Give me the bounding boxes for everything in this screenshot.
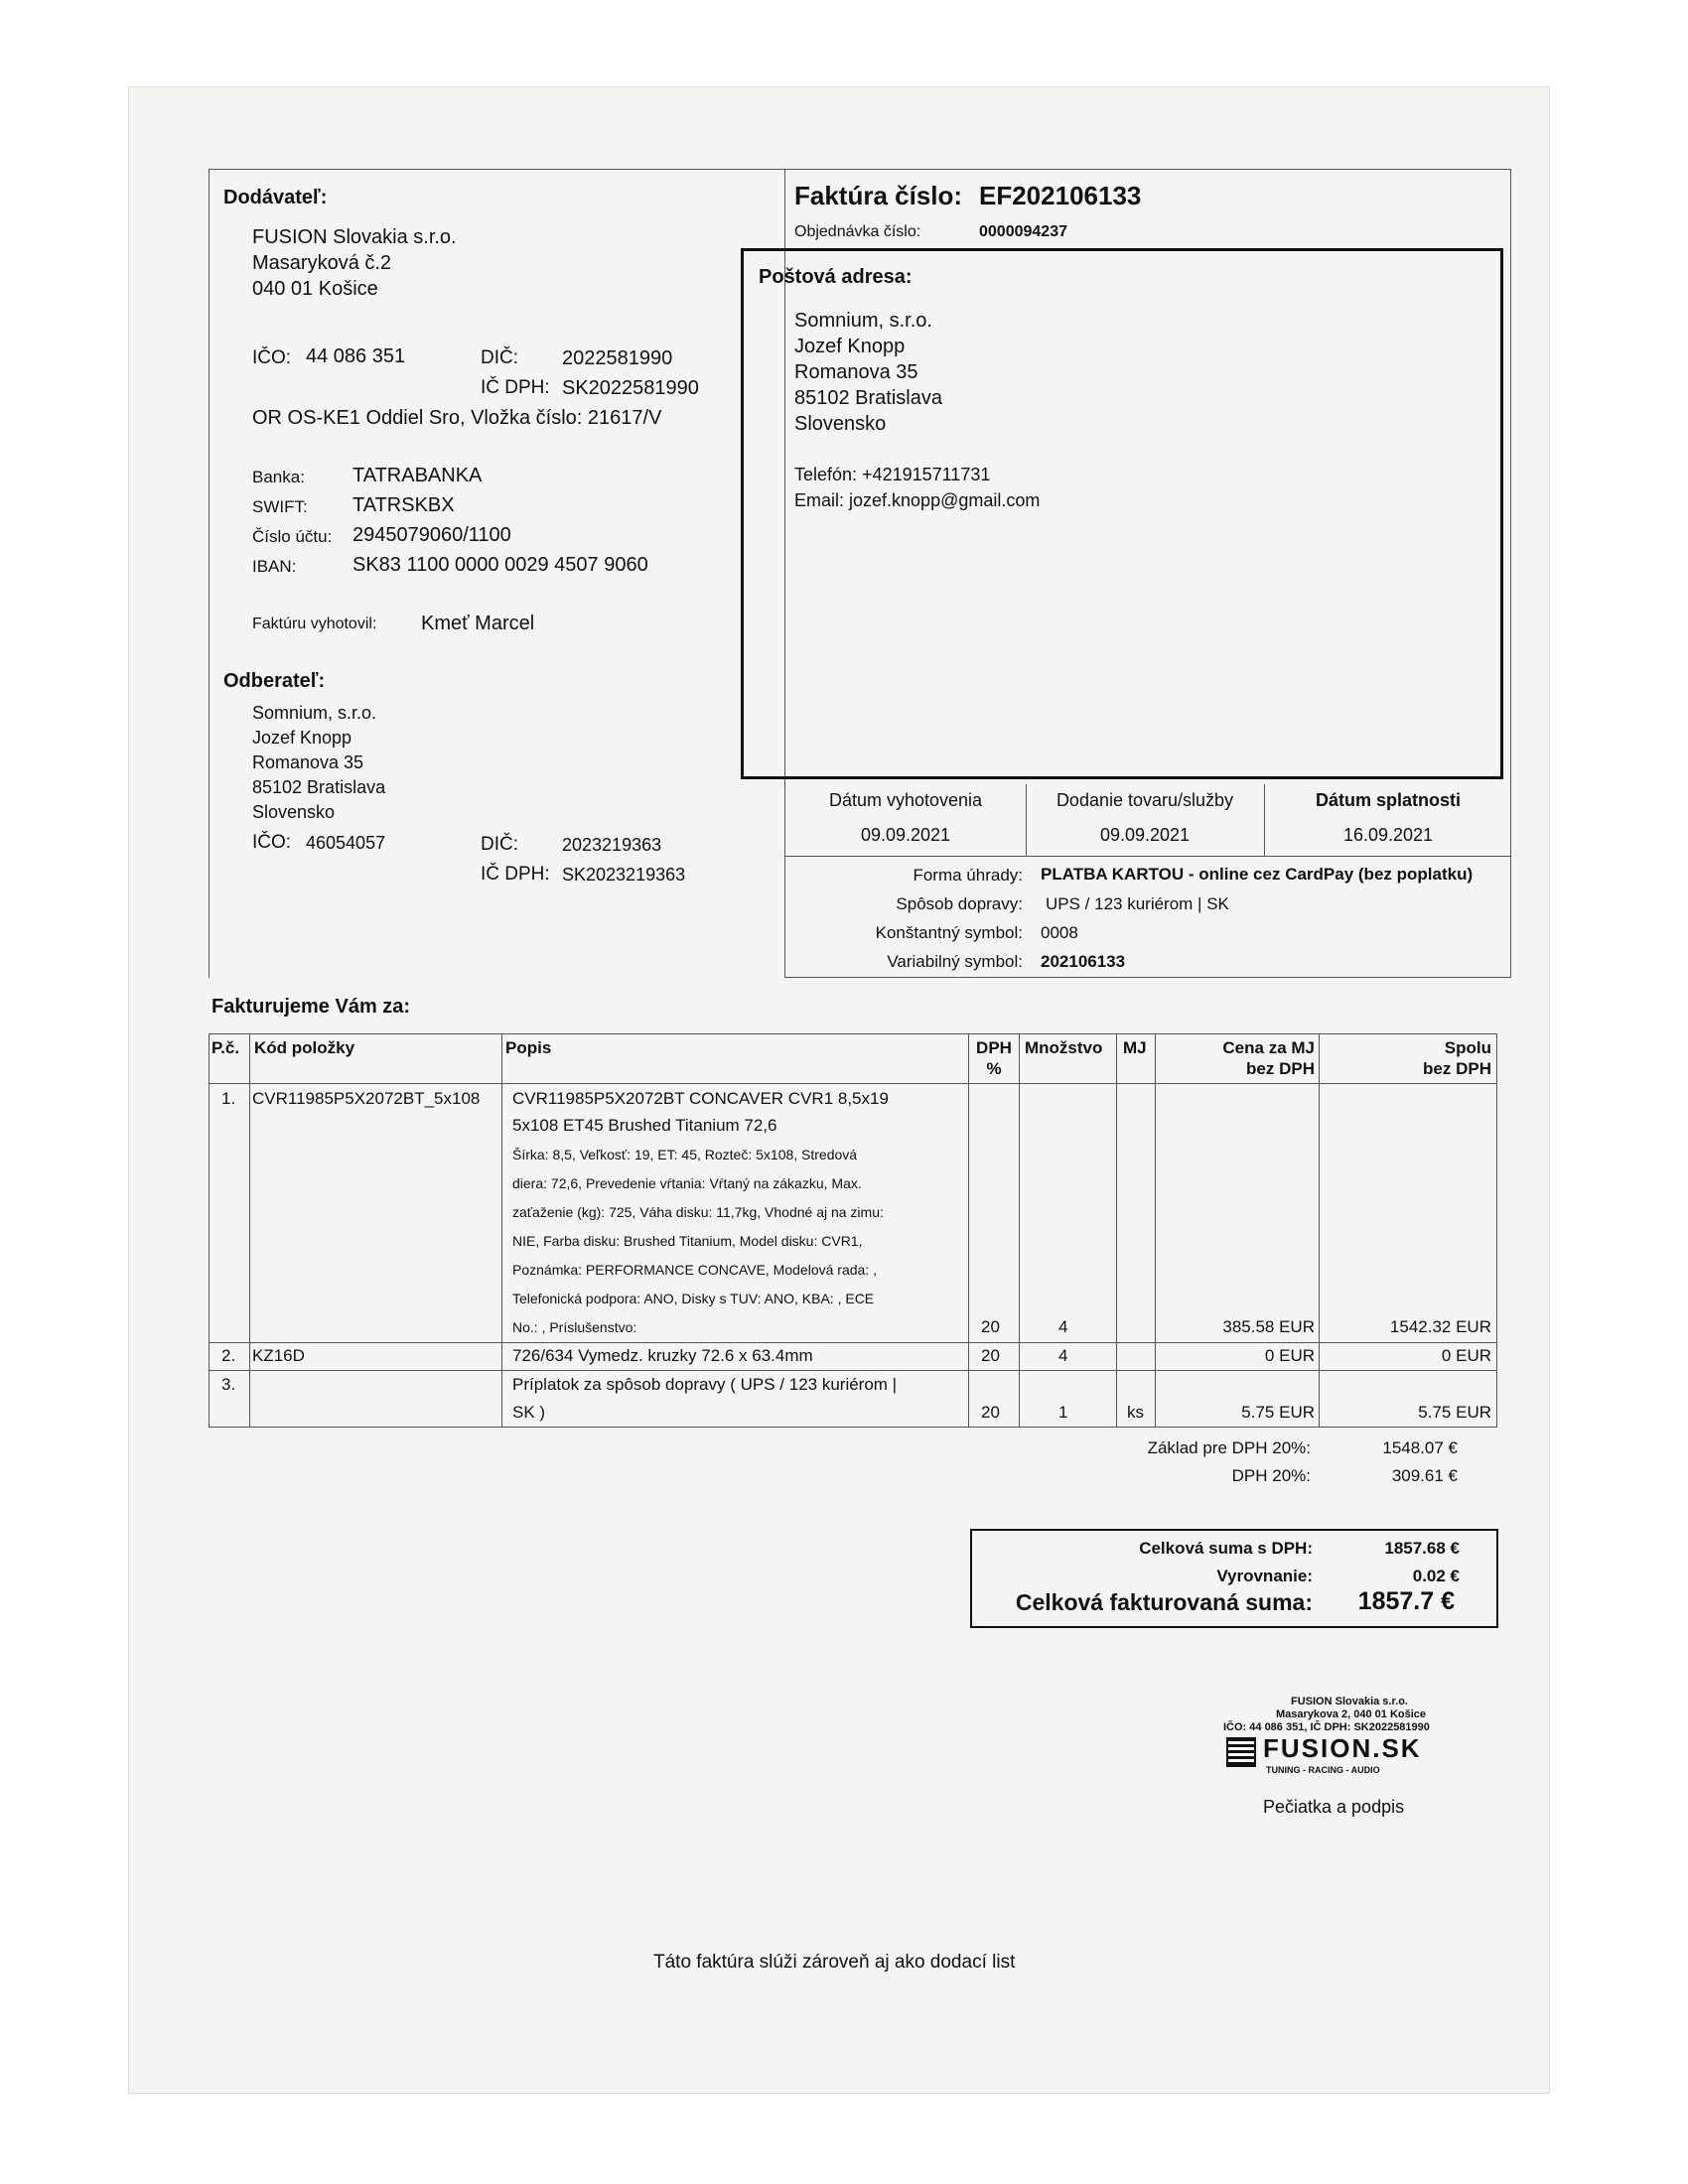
issued-by: Kmeť Marcel (421, 613, 535, 634)
shipping-label: Spôsob dopravy: (896, 894, 1023, 913)
supplier-account-label: Číslo účtu: (252, 527, 333, 546)
postal-phone: Telefón: +421915711731 (794, 465, 991, 484)
postal-line-2: Jozef Knopp (794, 336, 906, 357)
supplier-swift: TATRSKBX (352, 494, 455, 516)
row2-desc-1: 726/634 Vymedz. kruzky 72.6 x 63.4mm (512, 1346, 813, 1365)
dates-sep-1 (1026, 784, 1027, 856)
due-date: 16.09.2021 (1342, 825, 1434, 845)
row3-qty: 1 (1058, 1403, 1068, 1422)
vat-label: DPH 20%: (1231, 1466, 1311, 1485)
supplier-ico-label: IČO: (252, 347, 292, 368)
customer-dic-label: DIČ: (481, 834, 518, 855)
stamp-line-1: FUSION Slovakia s.r.o. (1291, 1696, 1408, 1707)
stamp-logo-icon (1226, 1737, 1256, 1767)
customer-icdph: SK2023219363 (562, 865, 686, 885)
items-heading: Fakturujeme Vám za: (211, 996, 411, 1018)
row3-desc-2: SK ) (512, 1403, 546, 1422)
row1-desc-2: 5x108 ET45 Brushed Titanium 72,6 (512, 1116, 777, 1135)
postal-email: Email: jozef.knopp@gmail.com (794, 490, 1041, 510)
col-code: Kód položky (254, 1038, 355, 1057)
issue-date: 09.09.2021 (860, 825, 951, 845)
row1-total: 1542.32 EUR (1389, 1317, 1491, 1336)
supplier-city: 040 01 Košice (252, 278, 378, 300)
row3-total: 5.75 EUR (1418, 1403, 1491, 1422)
row2-total: 0 EUR (1441, 1346, 1491, 1365)
invoice-number: EF202106133 (979, 181, 1142, 210)
payment-method-label: Forma úhrady: (913, 866, 1023, 885)
row3-no: 3. (221, 1375, 236, 1394)
row1-detail-2: diera: 72,6, Prevedenie vŕtania: Vŕtaný na zákazku, Max. (512, 1175, 862, 1191)
row3-vat: 20 (981, 1403, 1000, 1422)
customer-ico-label: IČO: (252, 832, 292, 853)
row2-code: KZ16D (252, 1346, 305, 1365)
supplier-iban-label: IBAN: (252, 557, 297, 576)
total-vat-label: Celková suma s DPH: (1139, 1539, 1313, 1558)
col-desc: Popis (505, 1038, 552, 1057)
row1-detail-3: zaťaženie (kg): 725, Váha disku: 11,7kg, Vhodné aj na zimu: (512, 1204, 884, 1220)
supplier-name: FUSION Slovakia s.r.o. (252, 226, 457, 248)
var-symbol: 202106133 (1041, 952, 1126, 971)
col-pc: P.č. (211, 1038, 240, 1057)
customer-line-4: 85102 Bratislava (252, 777, 386, 797)
postal-line-4: 85102 Bratislava (794, 387, 942, 409)
order-number: 0000094237 (979, 223, 1067, 240)
postal-heading: Poštová adresa: (759, 266, 913, 288)
supplier-icdph: SK2022581990 (562, 377, 699, 399)
supplier-register: OR OS-KE1 Oddiel Sro, Vložka číslo: 21617/V (252, 407, 662, 429)
row3-unit: ks (1127, 1403, 1144, 1422)
stamp-logo: FUSION.SK (1263, 1733, 1422, 1763)
col-vat-pct: % (986, 1059, 1002, 1078)
row2-qty: 4 (1058, 1346, 1068, 1365)
payment-method: PLATBA KARTOU - online cez CardPay (bez poplatku) (1041, 865, 1474, 884)
const-symbol: 0008 (1041, 923, 1078, 942)
row2-price: 0 EUR (1264, 1346, 1315, 1365)
supplier-swift-label: SWIFT: (252, 497, 308, 516)
supplier-dic: 2022581990 (562, 347, 673, 369)
postal-line-5: Slovensko (794, 413, 887, 435)
dates-bottom (784, 856, 1511, 857)
row1-no: 1. (221, 1089, 236, 1108)
stamp-line-2: Masarykova 2, 040 01 Košice (1276, 1708, 1427, 1720)
frame-left (209, 169, 210, 978)
company-stamp (1221, 1696, 1484, 1790)
row1-detail-1: Šírka: 8,5, Veľkosť: 19, ET: 45, Rozteč: 5x108, Stredová (512, 1147, 858, 1162)
row2-no: 2. (221, 1346, 236, 1365)
customer-line-2: Jozef Knopp (252, 728, 352, 748)
supplier-bank-label: Banka: (252, 468, 305, 486)
col-vat: DPH (976, 1038, 1012, 1057)
frame-top (209, 169, 1511, 170)
col-unit: MJ (1123, 1038, 1147, 1057)
frame-bottom (784, 977, 1511, 978)
customer-heading: Odberateľ: (223, 670, 326, 692)
row1-qty: 4 (1058, 1317, 1068, 1336)
dates-sep-2 (1264, 784, 1265, 856)
stamp-tagline: TUNING - RACING - AUDIO (1266, 1765, 1380, 1775)
stamp-line-3: IČO: 44 086 351, IČ DPH: SK2022581990 (1223, 1721, 1430, 1733)
supplier-account: 2945079060/1100 (352, 524, 511, 546)
customer-ico: 46054057 (306, 833, 386, 853)
supplier-bank: TATRABANKA (352, 465, 483, 486)
delivery-date: 09.09.2021 (1099, 825, 1191, 845)
supplier-heading: Dodávateľ: (223, 187, 328, 208)
const-symbol-label: Konštantný symbol: (875, 923, 1023, 942)
postal-line-1: Somnium, s.r.o. (794, 310, 932, 332)
order-label: Objednávka číslo: (794, 223, 921, 240)
row1-price: 385.58 EUR (1222, 1317, 1315, 1336)
supplier-iban: SK83 1100 0000 0029 4507 9060 (352, 554, 648, 576)
row1-code: CVR11985P5X2072BT_5x108 (252, 1089, 481, 1108)
issue-date-label: Dátum vyhotovenia (828, 790, 983, 810)
total-vat-value: 1857.68 € (1384, 1539, 1460, 1558)
postal-line-3: Romanova 35 (794, 361, 918, 383)
rounding-label: Vyrovnanie: (1216, 1567, 1313, 1585)
supplier-dic-label: DIČ: (481, 347, 518, 368)
row3-price: 5.75 EUR (1241, 1403, 1315, 1422)
row1-detail-5: Poznámka: PERFORMANCE CONCAVE, Modelová rada: , (512, 1262, 877, 1278)
row2-vat: 20 (981, 1346, 1000, 1365)
row1-detail-7: No.: , Príslušenstvo: (512, 1319, 637, 1335)
var-symbol-label: Variabilný symbol: (887, 952, 1023, 971)
customer-line-3: Romanova 35 (252, 752, 364, 772)
customer-dic: 2023219363 (562, 835, 662, 855)
supplier-street: Masaryková č.2 (252, 252, 392, 274)
row1-detail-4: NIE, Farba disku: Brushed Titanium, Model disku: CVR1, (512, 1233, 863, 1249)
rounding-value: 0.02 € (1412, 1567, 1460, 1585)
row1-desc-1: CVR11985P5X2072BT CONCAVER CVR1 8,5x19 (512, 1089, 889, 1108)
invoice-title-label: Faktúra číslo: (794, 181, 963, 210)
grand-total-label: Celková fakturovaná suma: (1015, 1589, 1313, 1615)
col-total-1: Spolu (1444, 1038, 1491, 1057)
grand-total-value: 1857.7 € (1357, 1587, 1455, 1615)
row3-desc-1: Príplatok za spôsob dopravy ( UPS / 123 kuriérom | (512, 1375, 898, 1394)
supplier-icdph-label: IČ DPH: (481, 377, 550, 398)
vat-value: 309.61 € (1391, 1466, 1458, 1485)
col-price-1: Cena za MJ (1222, 1038, 1315, 1057)
footer-note: Táto faktúra slúži zároveň aj ako dodací list (653, 1952, 1016, 1973)
row1-detail-6: Telefonická podpora: ANO, Disky s TUV: ANO, KBA: , ECE (512, 1291, 875, 1306)
stamp-caption: Pečiatka a podpis (1263, 1797, 1405, 1817)
customer-line-1: Somnium, s.r.o. (252, 703, 377, 723)
base-label: Základ pre DPH 20%: (1147, 1438, 1311, 1457)
customer-icdph-label: IČ DPH: (481, 864, 550, 885)
col-qty: Množstvo (1025, 1038, 1103, 1057)
row1-vat: 20 (981, 1317, 1000, 1336)
delivery-date-label: Dodanie tovaru/služby (1055, 790, 1234, 810)
due-date-label: Dátum splatnosti (1315, 790, 1461, 810)
customer-line-5: Slovensko (252, 802, 336, 822)
base-value: 1548.07 € (1382, 1438, 1458, 1457)
supplier-ico: 44 086 351 (306, 345, 406, 367)
shipping: UPS / 123 kuriérom | SK (1046, 894, 1229, 913)
col-price-2: bez DPH (1246, 1059, 1315, 1078)
issued-by-label: Faktúru vyhotovil: (252, 615, 377, 632)
col-total-2: bez DPH (1423, 1059, 1491, 1078)
